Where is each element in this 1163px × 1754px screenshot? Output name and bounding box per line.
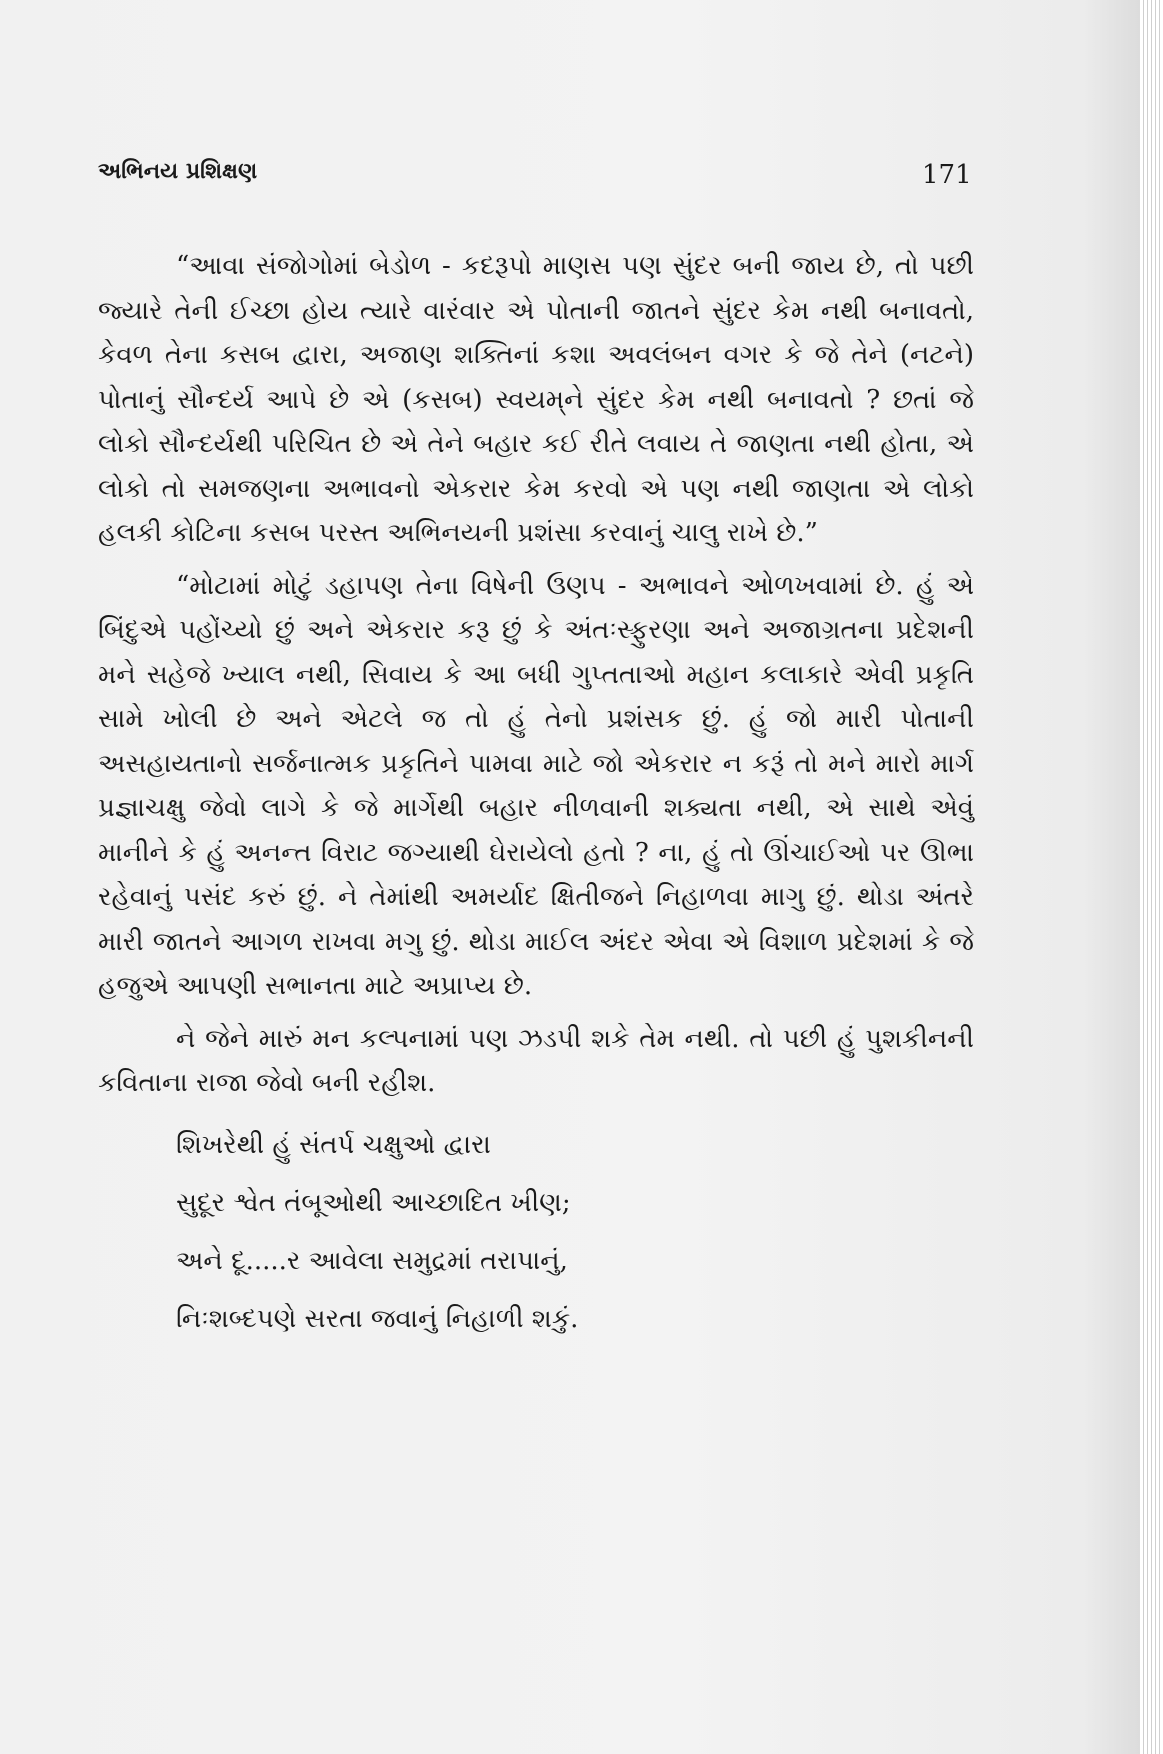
running-title: અભિનય પ્રશિક્ષણ [98,158,258,184]
verse-line: નિઃશબ્દપણે સરતા જવાનું નિહાળી શકું. [176,1303,579,1334]
verse-block [98,1122,974,1342]
paragraph: “આવા સંજોગોમાં બેડોળ - કદરૂપો માણસ પણ સુંદર બની જાય છે, તો પછી જ્યારે તેની ઈચ્છા હોય ત્યારે વારંવાર એ પોતાની જાતને સુંદર કેમ નથી બનાવતો, કેવળ તેના કસબ દ્વારા, અજાણ શક્તિનાં કશા અવલંબન વગર કે જે તેને (નટને) પોતાનું સૌન્દર્ય આપે છે એ (કસબ) સ્વયમ્‌ને સુંદર કેમ નથી બનાવતો ? છતાં જે લોકો સૌન્દર્યથી પરિચિત છે એ તેને બહાર કઈ રીતે લવાય તે જાણતા નથી હોતા, એ લોકો તો સમજણના અભાવનો એકરાર કેમ કરવો એ પણ નથી જાણતા એ લોકો હલકી કોટિના કસબ પરસ્ત અભિનયની પ્રશંસા કરવાનું ચાલુ રાખે છે.” [98,251,974,548]
page-number: 171 [922,160,972,190]
verse-line: સુદૂર શ્વેત તંબૂઓથી આચ્છાદિત ખીણ; [176,1187,571,1218]
verse-line: અને દૂ.....ર આવેલા સમુદ્રમાં તરાપાનું, [176,1245,568,1276]
body-text [98,244,974,1354]
page-edge-stack [1140,0,1163,1754]
verse-line: શિખરેથી હું સંતર્પ ચક્ષુઓ દ્વારા [176,1129,491,1160]
paragraph: “મોટામાં મોટું ડહાપણ તેના વિષેની ઉણપ - અભાવને ઓળખવામાં છે. હું એ બિંદુએ પહોંચ્યો છું અને એકરાર કરૂ છું કે અંતઃસ્ફુરણા અને અજાગ્રતના પ્રદેશની મને સહેજે ખ્યાલ નથી, સિવાય કે આ બધી ગુપ્તતાઓ મહાન કલાકારે એવી પ્રકૃતિ સામે ખોલી છે અને એટલે જ તો હું તેનો પ્રશંસક છું. હું જો મારી પોતાની અસહાયતાનો સર્જનાત્મક પ્રકૃતિને પામવા માટે જો એકરાર ન કરૂં તો મને મારો માર્ગ પ્રજ્ઞાચક્ષુ જેવો લાગે કે જે માર્ગેથી બહાર નીળવાની શક્યતા નથી, એ સાથે એવું માનીને કે હું અનન્ત વિરાટ જગ્યાથી ઘેરાયેલો હતો ? ના, હું તો ઊંચાઈઓ પર ઊભા રહેવાનું પસંદ કરું છું. ને તેમાંથી અમર્યાદ ક્ષિતીજને નિહાળવા માગુ છું. થોડા અંતરે મારી જાતને આગળ રાખવા મગુ છું. થોડા માઈલ અંદર એવા એ વિશાળ પ્રદેશમાં કે જે હજુએ આપણી સભાનતા માટે અપ્રાપ્ય છે. [98,570,974,1001]
paragraph: ને જેને મારું મન કલ્પનામાં પણ ઝડપી શકે તેમ નથી. તો પછી હું પુશકીનની કવિતાના રાજા જેવો બની રહીશ. [98,1023,974,1098]
